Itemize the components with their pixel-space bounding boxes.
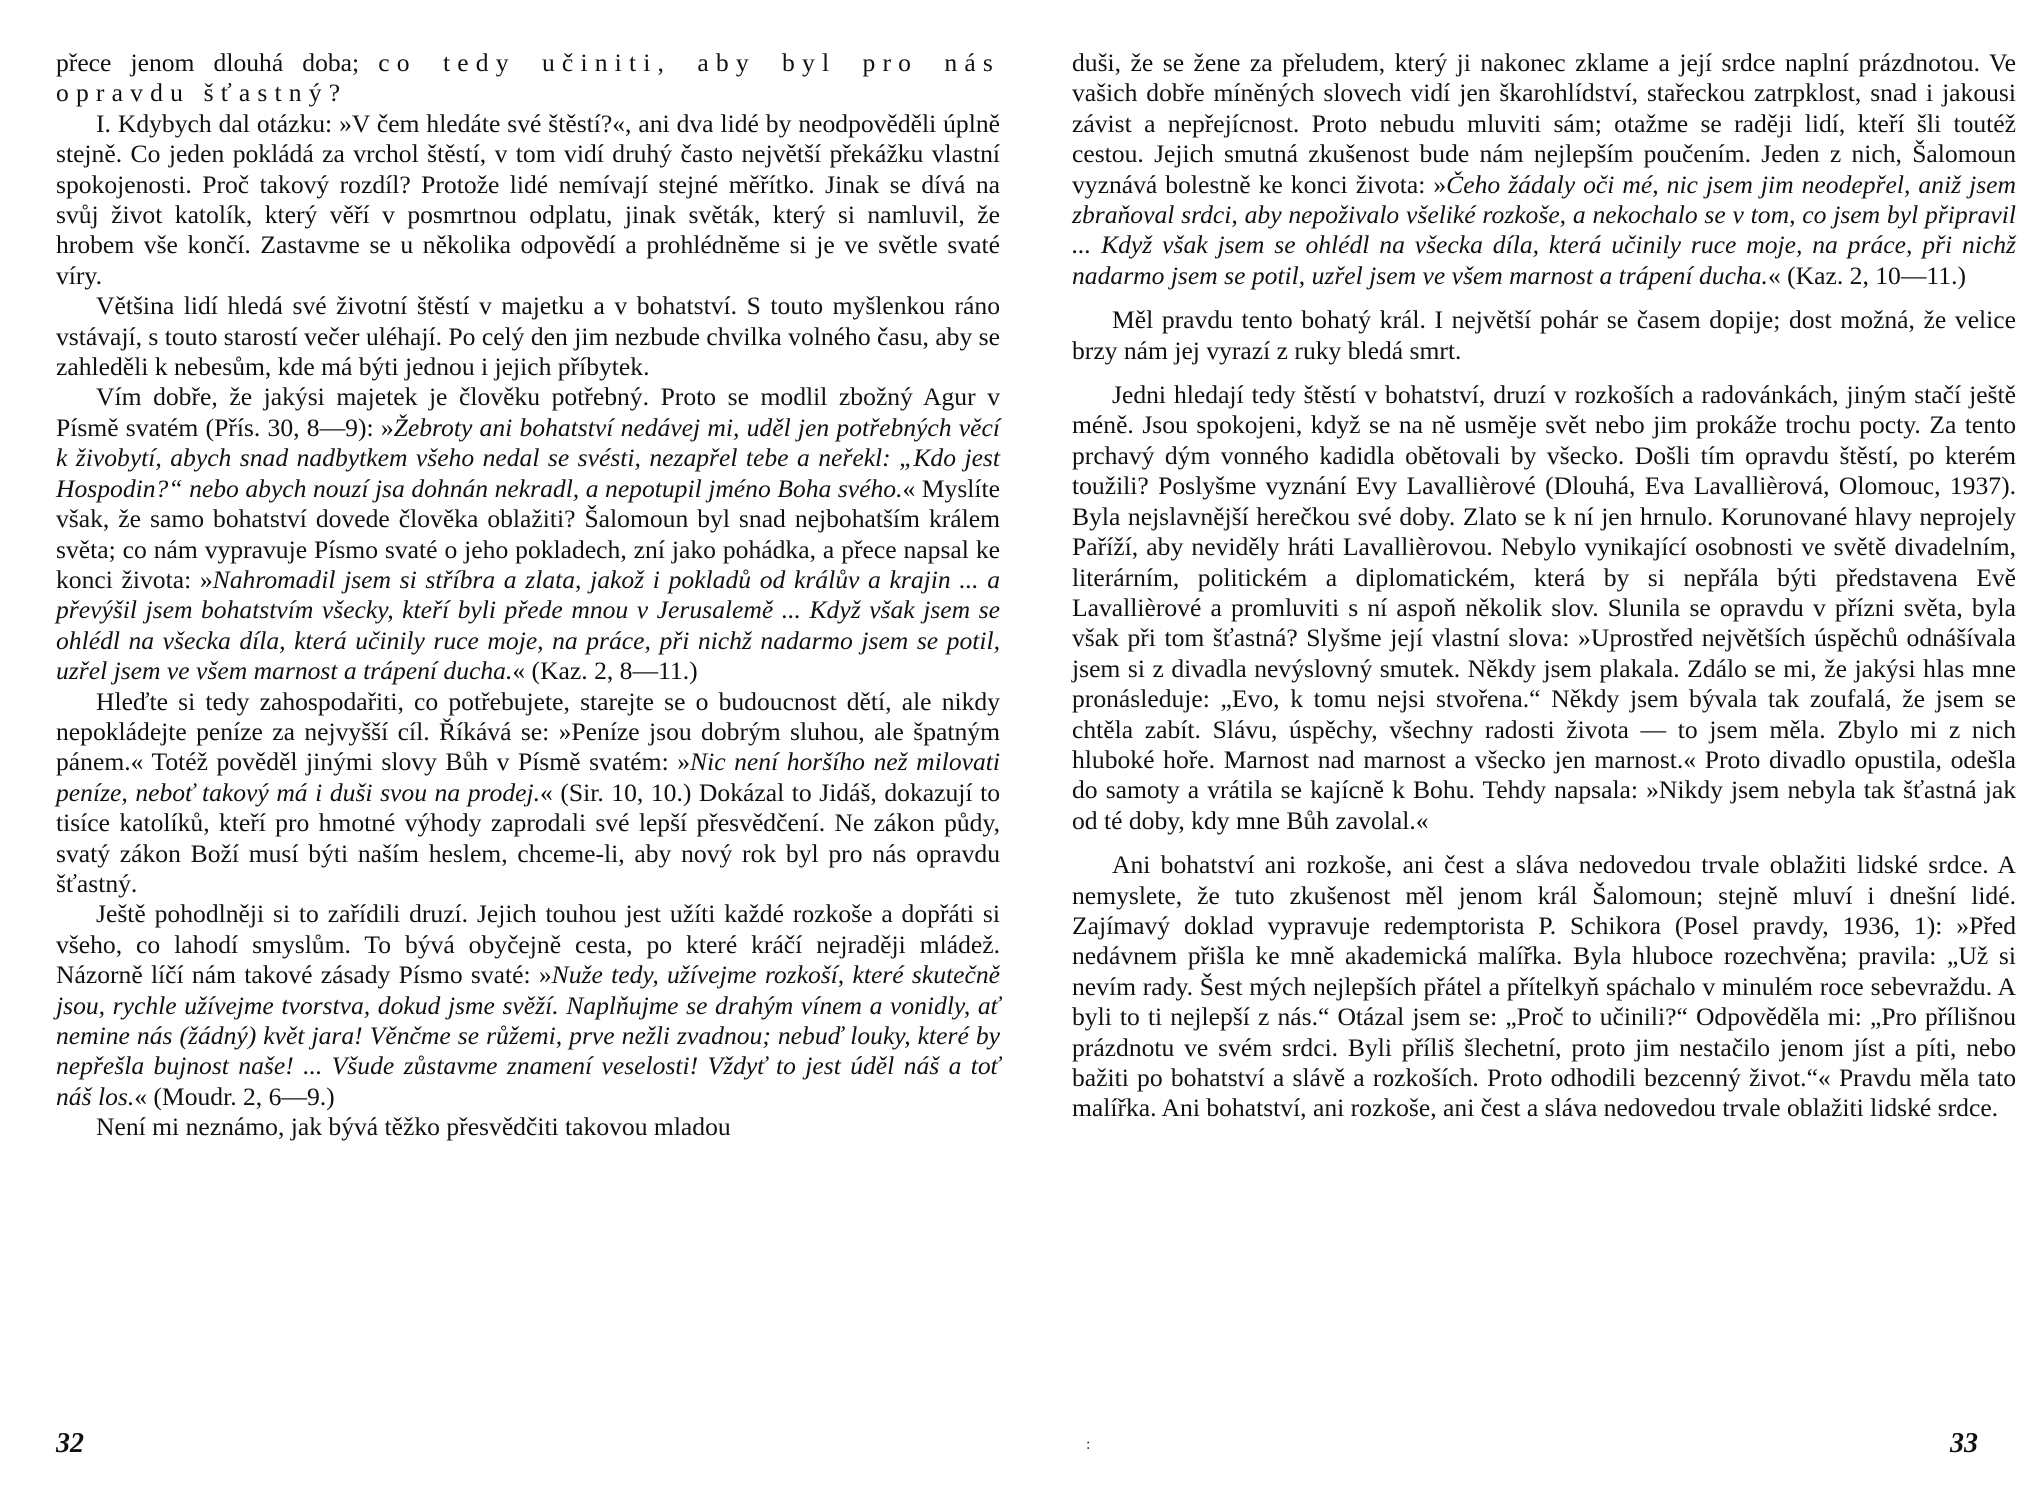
scripture-quote: Nic není horšího než milovati peníze, neboť takový má i duši svou na prodej.	[56, 747, 1001, 807]
paragraph	[56, 109, 1000, 291]
text-run: « (Moudr. 2, 6—9.)	[134, 1081, 335, 1111]
stray-mark: :	[1086, 1436, 1091, 1453]
text-run: « (Sir. 10, 10.) Dokázal to Jidáš, dokazují to tisíce katolíků, kteří pro hmotné výhody zaprodali své lepší přesvědčení. Ne zákon půdy, svatý zákon Boží musí býti naším heslem, chceme-li, aby nový rok byl pro nás opravdu šťastný.	[56, 777, 1000, 898]
paragraph	[1072, 48, 2016, 291]
text-run: Není mi neznámo, jak bývá těžko přesvědčiti takovou mladou	[96, 1112, 731, 1142]
text-run: Vím dobře, že jakýsi majetek je člověku potřebný. Proto se modlil zbožný Agur v Písmě svatém (Přís. 30, 8—9): »	[56, 382, 1000, 442]
text-run: Měl pravdu tento bohatý král. I největší pohár se časem dopije; dost možná, že velice brzy nám jej vyrazí z ruky bledá smrt.	[1072, 305, 2016, 365]
page-number-right: 33	[1950, 1428, 1978, 1459]
text-run: « (Kaz. 2, 10—11.)	[1767, 260, 1967, 290]
paragraph	[56, 291, 1000, 382]
text-run: duši, že se žene za přeludem, který ji nakonec zklame a její srdce naplní prázdnotou. Ve vašich dobře míněných slovech vidí jen škarohlídství, stařeckou zatrpklost, snad i jakousi závist a nepřejícnost. Proto nebudu mluviti sám; otažme se raději lidí, kteří šli toutéž cestou. Jejich smutná zkušenost bude nám nejlepším poučením. Jeden z nich, Šalomoun vyznává bolestně ke konci života: »	[1072, 48, 2016, 199]
spaced-emphasis: co tedy učiniti, aby byl pro nás opravdu šťastný?	[56, 48, 1000, 108]
text-run: « Myslíte však, že samo bohatství dovede člověka oblažiti? Šalomoun byl snad nejbohatším králem světa; co nám vypravuje Písmo svaté o jeho pokladech, zní jako pohádka, a přece napsal ke konci života: »	[56, 473, 1001, 594]
paragraph	[56, 687, 1000, 900]
paragraph	[1072, 850, 2016, 1124]
text-run: Většina lidí hledá své životní štěstí v majetku a v bohatství. S touto myšlenkou ráno vstávají, s touto starostí večer uléhají. Po celý den jim nezbude chvilka volného času, aby se zahleděli k nebesům, kde má býti jednou i jejich příbytek.	[56, 291, 1000, 382]
paragraph	[56, 48, 1000, 109]
text-run: I. Kdybych dal otázku: »V čem hledáte své štěstí?«, ani dva lidé by neodpověděli úplně stejně. Co jeden pokládá za vrchol štěstí, v tom vidí druhý často největší překážku vlastní spokojenosti. Proč takový rozdíl? Protože lidé nemívají stejné měřítko. Jinak se dívá na svůj život katolík, který věří v posmrtnou odplatu, jinak světák, který si namluvil, že hrobem vše končí. Zastavme se u několika odpovědí a prohlédněme si je ve světle svaté víry.	[56, 108, 1000, 290]
text-run: Ani bohatství ani rozkoše, ani čest a sláva nedovedou trvale oblažiti lidské srdce. A nemyslete, že tuto zkušenost měl jenom král Šalomoun; stejně mluví i dnešní lidé. Zajímavý doklad vypravuje redemptorista P. Schikora (Posel pravdy, 1936, 1): »Před nedávnem přišla ke mně akademická malířka. Byla hluboce rozechvěna; pravila: „Už si nevím rady. Šest mých nejlepších přátel a přítelkyň spáchalo v minulém roce sebevraždu. A byli to ti nejlepší z nás.“ Otázal jsem se: „Proč to učinili?“ Odpověděla mi: „Pro přílišnou prázdnotu ve svém srdci. Byli příliš šlechetní, proto jim nestačilo jenom jíst a píti, nebo bažiti po bohatství a slávě a rozkoších. Proto odhodili bezcenný život.“« Pravdu měla tato malířka. Ani bohatství, ani rozkoše, ani čest a sláva nedovedou trvale oblažiti lidské srdce.	[1072, 850, 2016, 1123]
paragraph	[56, 899, 1000, 1112]
text-run: « (Kaz. 2, 8—11.)	[512, 656, 698, 686]
scripture-quote: Nahromadil jsem si stříbra a zlata, jakož i pokladů od králův a krajin ... a převýšil jsem bohatstvím všecky, kteří byli přede mnou v Jerusalemě ... Když však jsem se ohlédl na všecka díla, která učinily ruce moje, na práce, při nichž nadarmo jsem se potil, uzřel jsem ve všem marnost a trápení ducha.	[56, 564, 1000, 686]
scripture-quote: Žebroty ani bohatství nedávej mi, uděl jen potřebných věcí k živobytí, abych snad nadbytkem všeho nedal se svésti, nezapřel tebe a neřekl: „Kdo jest Hospodin?“ nebo abych nouzí jsa dohnán nekradl, a nepotupil jméno Boha svého.	[56, 412, 1000, 503]
scripture-quote: Nuže tedy, užívejme rozkoší, které skutečně jsou, rychle užívejme tvorstva, dokud jsme svěží. Naplňujme se drahým vínem a vonidly, ať nemine nás (žádný) květ jara! Věnčme se růžemi, prve nežli zvadnou; nebuď louky, které by nepřešla bujnost naše! ... Všude zůstavme znamení veselosti! Vždyť to jest úděl náš a toť náš los.	[56, 960, 1000, 1111]
scripture-quote: Čeho žádaly oči mé, nic jsem jim neodepřel, aniž jsem zbraňoval srdci, aby nepoživalo všeliké rozkoše, a nekochalo se v tom, co jsem byl připravil ... Když však jsem se ohlédl na všecka díla, která učinily ruce moje, na práce, při nichž nadarmo jsem se potil, uzřel jsem ve všem marnost a trápení ducha.	[1072, 169, 2016, 290]
paragraph	[1072, 380, 2016, 836]
paragraph	[56, 1112, 1000, 1142]
paragraph	[1072, 305, 2016, 366]
page-number-left: 32	[56, 1428, 84, 1459]
text-run: Hleďte si tedy zahospodařiti, co potřebujete, starejte se o budoucnost dětí, ale nikdy nepokládejte peníze za nejvyšší cíl. Říkává se: »Peníze jsou dobrým sluhou, ale špatným pánem.« Totéž pověděl jinými slovy Bůh v Písmě svatém: »	[56, 686, 1000, 777]
text-run: Jedni hledají tedy štěstí v bohatství, druzí v rozkoších a radovánkách, jiným stačí ještě méně. Jsou spokojeni, když se na ně usměje svět nebo jim prokáže trochu pocty. Za tento prchavý dým vonného kadidla obětovali by všecko. Došli tím opravdu štěstí, po kterém toužili? Poslyšme vyznání Evy Lavallièrové (Dlouhá, Eva Lavallièrová, Olomouc, 1937). Byla nejslavnější herečkou své doby. Zlato se k ní jen hrnulo. Korunované hlavy neprojely Paříží, aby neviděly hráti Lavallièrovou. Nebylo vynikající osobnosti ve světě divadelním, literárním, politickém a diplomatickém, která by si nepřála býti představena Evě Lavallièrové a promluviti s ní aspoň několik slov. Slunila se opravdu v přízni světa, byla však při tom šťastná? Slyšme její vlastní slova: »Uprostřed největších úspěchů odnášívala jsem si z divadla nevýslovný smutek. Někdy jsem plakala. Zdálo se mi, že jakýsi hlas mne pronásleduje: „Evo, k tomu nejsi stvořena.“ Někdy jsem bývala tak zoufalá, že jsem se chtěla zabít. Slávu, úspěchy, všechny radosti života — to jsem měla. Zbylo mi z nich hluboké hoře. Marnost nad marnost a všecko jen marnost.« Proto divadlo opustila, odešla do samoty a vrátila se kajícně k Bohu. Tehdy napsala: »Nikdy jsem nebyla tak šťastná jak od té doby, kdy mne Bůh zavolal.«	[1072, 380, 2016, 835]
left-page	[56, 48, 1000, 1143]
text-run: přece jenom dlouhá doba;	[56, 48, 379, 77]
paragraph	[56, 382, 1000, 686]
text-run: Ještě pohodlněji si to zařídili druzí. Jejich touhou jest užíti každé rozkoše a dopřáti si všeho, co lahodí smyslům. To bývá obyčejně cesta, po které kráčí nejraději mládež. Názorně líčí nám takové zásady Písmo svaté: »	[56, 899, 1000, 990]
right-page	[1072, 48, 2016, 1124]
